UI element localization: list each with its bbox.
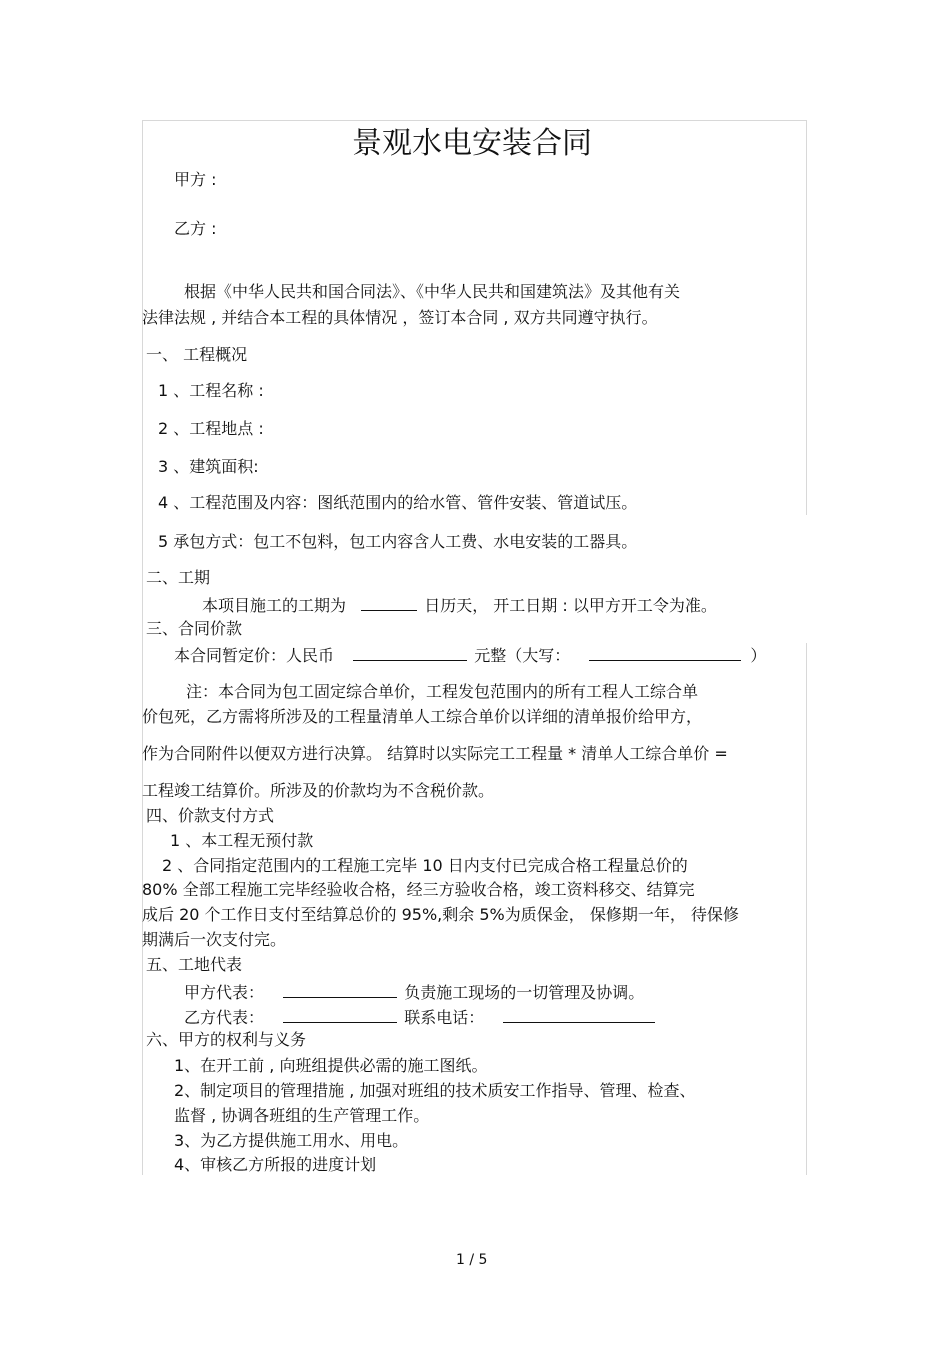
section-6-heading: 六、甲方的权利与义务 [146,1030,307,1049]
duty-item-4: 4、审核乙方所报的进度计划 [174,1155,377,1174]
contract-mode-item: 5 承包方式：包工不包料，包工内容含人工费、水电安装的工器具。 [158,532,638,551]
party-a-representative-label: 甲方代表： [184,983,265,1002]
party-a-representative-line [184,981,644,1003]
duration-blank [361,594,417,611]
duty-item-3: 3、为乙方提供施工用水、用电。 [174,1131,409,1150]
duty-item-2-line-1: 2、制定项目的管理措施 , 加强对班组的技术质安工作指导、管理、检查、 [174,1081,696,1100]
price-amount-blank [353,644,467,661]
section-4-heading: 四、价款支付方式 [146,806,275,825]
project-scope-item: 4 、工程范围及内容：图纸范围内的给水管、管件安装、管道试压。 [158,493,638,512]
party-b-representative-label: 乙方代表： [184,1008,265,1027]
payment-item-2-line-3: 成后 20 个工作日支付至结算总价的 95%,剩余 5%为质保金， 保修期一年， 待保修 [142,905,739,924]
party-a-representative-blank [283,981,397,998]
payment-item-2-line-4: 期满后一次支付完。 [142,930,287,949]
section-1-heading: 一、 工程概况 [146,345,248,364]
page-frame-top [142,120,807,121]
party-b-label: 乙方 : [174,219,217,238]
page-frame-right-upper [806,120,807,515]
price-line [174,644,766,666]
contact-phone-label: 联系电话： [404,1008,485,1027]
project-location-item: 2 、工程地点 : [158,419,264,438]
schedule-line [202,594,717,616]
price-text-b: 元整（大写： [474,646,571,665]
payment-item-1: 1 、本工程无预付款 [170,831,314,850]
duty-item-1: 1、在开工前 , 向班组提供必需的施工图纸。 [174,1056,488,1075]
schedule-text-a: 本项目施工的工期为 [202,596,347,615]
intro-line-1: 根据《中华人民共和国合同法》、《中华人民共和国建筑法》及其他有关 [184,282,681,301]
section-3-heading: 三、合同价款 [146,619,243,638]
contact-phone-blank [503,1006,655,1023]
schedule-text-b: 日历天， 开工日期 : 以甲方开工令为准。 [424,596,717,615]
price-note-1: 注：本合同为包工固定综合单价，工程发包范围内的所有工程人工综合单 [186,682,699,701]
price-note-4: 工程竣工结算价。所涉及的价款均为不含税价款。 [142,781,495,800]
price-note-3: 作为合同附件以便双方进行决算。 结算时以实际完工工程量 * 清单人工综合单价 = [142,744,728,763]
party-a-label: 甲方 : [174,170,217,189]
price-text-a: 本合同暂定价：人民币 [174,646,335,665]
payment-item-2-line-1: 2 、合同指定范围内的工程施工完毕 10 日内支付已完成合格工程量总价的 [162,856,688,875]
price-uppercase-blank [589,644,741,661]
party-a-representative-duty: 负责施工现场的一切管理及协调。 [404,983,645,1002]
document-title: 景观水电安装合同 [352,126,592,161]
page-number: 1 / 5 [456,1252,488,1268]
section-5-heading: 五、工地代表 [146,955,243,974]
project-name-item: 1 、工程名称 : [158,381,264,400]
price-text-c: ） [750,646,767,665]
duty-item-2-line-2: 监督 , 协调各班组的生产管理工作。 [174,1106,430,1125]
page-frame-right-lower [806,643,807,1175]
party-b-representative-blank [283,1006,397,1023]
section-2-heading: 二、工期 [146,568,211,587]
page-frame-left [142,120,143,1175]
payment-item-2-line-2: 80% 全部工程施工完毕经验收合格，经三方验收合格，竣工资料移交、结算完 [142,880,695,899]
intro-line-2: 法律法规 , 并结合本工程的具体情况 ，签订本合同 , 双方共同遵守执行。 [142,308,658,327]
price-note-2: 价包死，乙方需将所涉及的工程量清单人工综合单价以详细的清单报价给甲方， [142,707,703,726]
party-b-representative-line [184,1006,655,1028]
building-area-item: 3 、建筑面积: [158,457,259,476]
